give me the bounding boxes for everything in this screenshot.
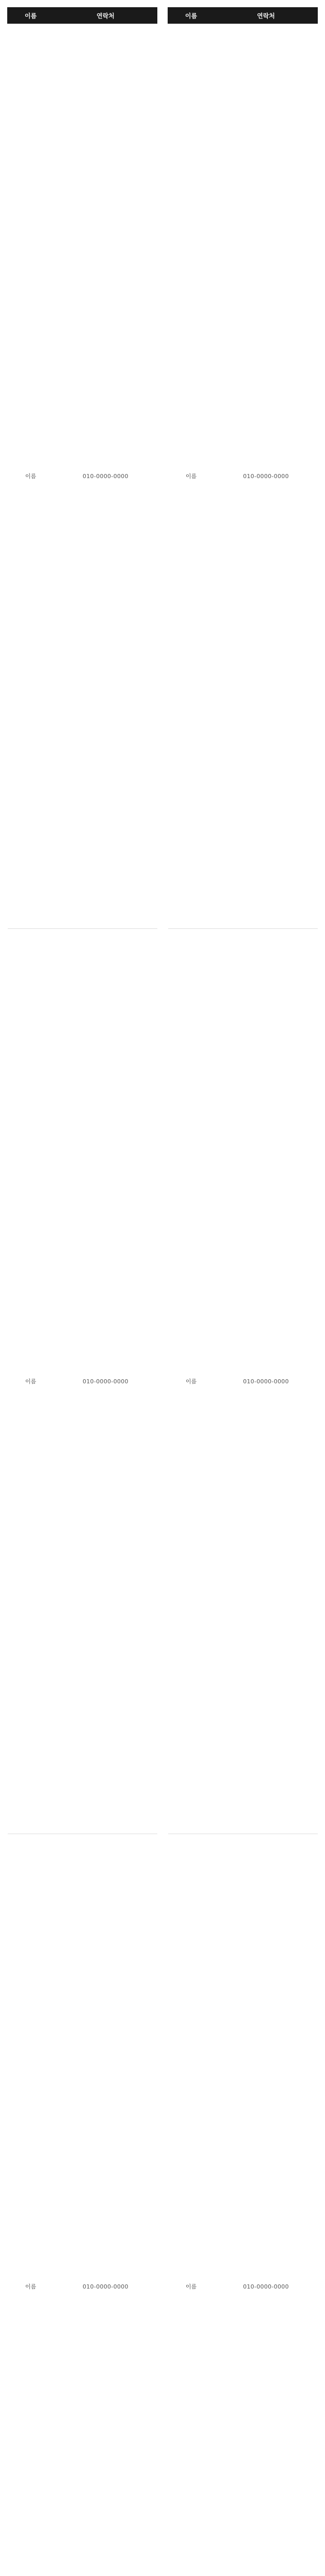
contact-phone: 010-0000-0000 xyxy=(215,1834,318,2576)
table-header xyxy=(168,8,318,24)
table-row xyxy=(8,1834,157,2576)
header-row xyxy=(8,8,157,24)
contact-table-left xyxy=(7,7,157,2576)
contact-name: 이름 xyxy=(168,1834,215,2576)
phone-column-header: 연락처 xyxy=(215,8,318,24)
contact-phone: 010-0000-0000 xyxy=(54,1834,157,2576)
contact-phone: 010-0000-0000 xyxy=(54,929,157,1834)
contact-name: 이름 xyxy=(168,24,215,929)
contact-phone: 010-0000-0000 xyxy=(215,24,318,929)
table-row xyxy=(8,929,157,1834)
header-row xyxy=(168,8,318,24)
table-row xyxy=(168,1834,318,2576)
table-body xyxy=(168,24,318,2576)
contact-phone: 010-0000-0000 xyxy=(54,24,157,929)
contact-table-right xyxy=(168,7,318,2576)
contact-name: 이름 xyxy=(8,929,54,1834)
contact-name: 이름 xyxy=(8,1834,54,2576)
contact-name: 이름 xyxy=(8,24,54,929)
table-body xyxy=(8,24,157,2576)
phone-column-header: 연락처 xyxy=(54,8,157,24)
name-column-header: 이름 xyxy=(8,8,54,24)
table-row xyxy=(8,24,157,929)
contact-phone: 010-0000-0000 xyxy=(215,929,318,1834)
contact-name: 이름 xyxy=(168,929,215,1834)
table-row xyxy=(168,929,318,1834)
table-header xyxy=(8,8,157,24)
table-row xyxy=(168,24,318,929)
name-column-header: 이름 xyxy=(168,8,215,24)
